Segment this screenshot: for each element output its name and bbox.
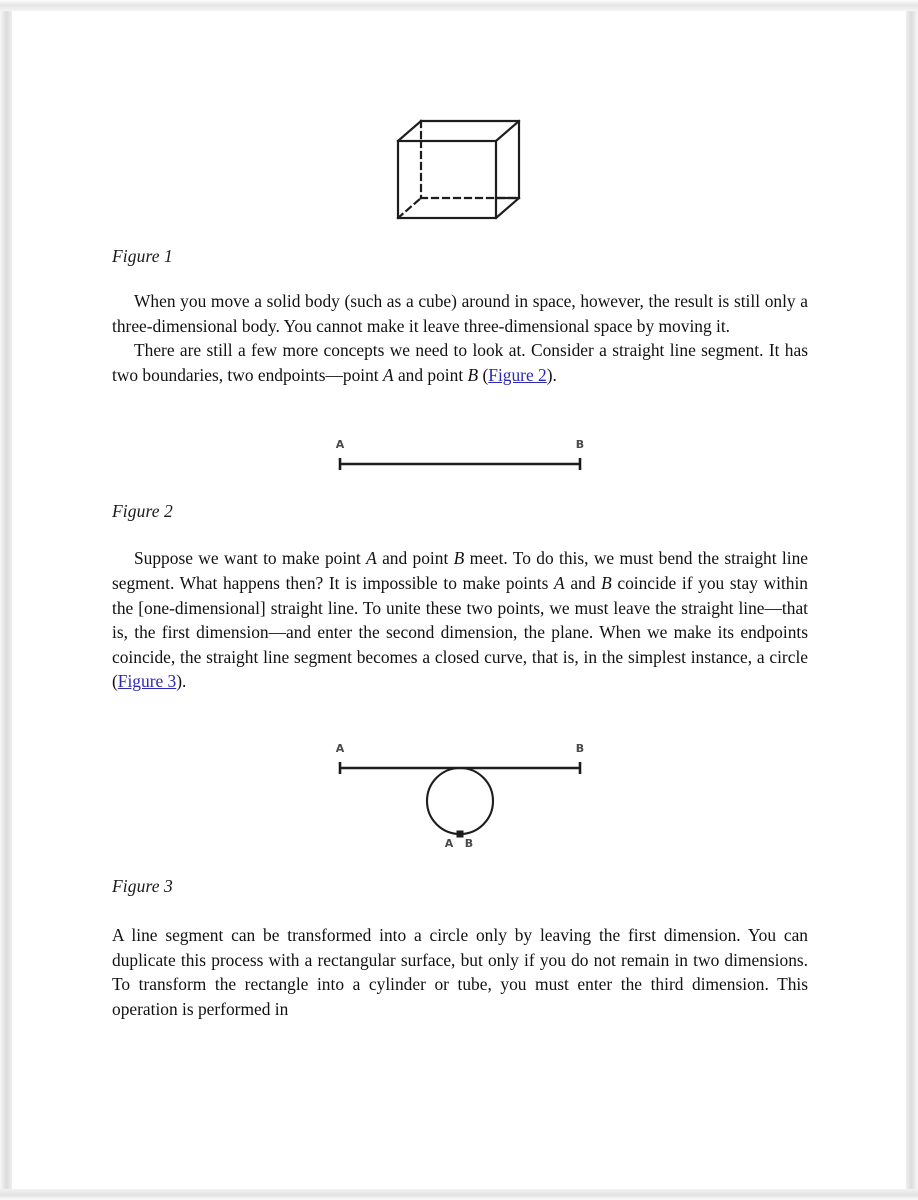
figure-1-caption-gap [112,222,808,246]
paragraph-4-text: A line segment can be transformed into a circle only by leaving the first dimension. You can duplicate this process with a rectangular surface, but only if you do not remain in two dimensions. To transform the rectangle into a cylinder or tube, you must enter the third dimension. This operation is performed in [112,924,808,1019]
segment-label-a: A [335,438,345,452]
paragraph-2-part2: and point [393,364,468,385]
coincident-point-dot [457,830,464,837]
viewer-frame-right [906,11,918,1189]
paragraph-2-part1: There are still a few more concepts we need to look at. Consider a straight line segment. It has two boundaries, two endpoints—point [112,340,808,385]
figure-1-caption: Figure 1 [112,246,173,266]
figure-3-caption-gap [112,850,808,876]
circle-label-b: B [464,836,474,850]
cube-wireframe-icon [390,112,530,222]
point-b-italic-3: B [601,572,612,593]
paragraph-3-part3: meet. To do this, we must bend the straight line segment. What happens then? It is impossible to make points [112,548,808,593]
figure3-label-a: A [335,741,345,755]
paragraph-4 [112,923,808,1021]
figure-2-top-gap [112,387,808,433]
paragraph-3-part2: and point [376,548,454,569]
segment-label-b: B [575,438,585,452]
paragraph-3-part5: coincide if you stay within the [one-dimensional] straight line. To unite these two points, we must leave the straight line—that is, the first dimension—and enter the second dimension, the plane. When we make its endpoints coincide, the straight line segment becomes a closed curve, that is, in the simplest instance, a circle ( [112,572,809,692]
document-page [12,11,906,1189]
paragraph-1 [112,289,808,338]
figure-2-image [112,433,808,475]
figure-3-top-gap [112,694,808,740]
paragraph-2-part4: ). [546,364,557,385]
paragraph-1-text: When you move a solid body (such as a cube) around in space, however, the result is still only a three-dimensional body. You cannot make it leave three-dimensional space by moving it. [112,291,808,336]
caption-paragraph-gap-2 [112,522,808,546]
viewer-frame-top [0,0,918,11]
figure3-label-b: B [575,741,585,755]
point-b-italic: B [467,364,479,385]
point-b-italic-2: B [453,548,465,569]
viewer-frame-left [0,11,12,1189]
paragraph-3-part1: Suppose we want to make point [134,548,367,569]
figure-3-image [112,740,808,850]
caption-paragraph-gap-1 [112,267,808,289]
top-spacer [112,11,808,112]
figure-3-link[interactable]: Figure 3 [117,671,177,692]
line-segment-icon [330,433,590,475]
paragraph-2-part3: ( [478,364,489,385]
circle-label-a: A [444,836,454,850]
paragraph-3 [112,546,808,694]
figure-2-caption-gap [112,475,808,501]
paragraph-2 [112,338,808,387]
caption-paragraph-gap-3 [112,897,808,923]
paragraph-3-part4: and [564,572,602,593]
paragraph-3-part6: ). [176,671,187,692]
segment-and-circle-icon [330,740,590,850]
figure-1-image [112,112,808,222]
figure-3-caption: Figure 3 [112,875,173,896]
point-a-italic: A [382,364,394,385]
point-a-italic-3: A [554,572,565,593]
page-content [112,11,808,1021]
viewer-frame-bottom [0,1189,918,1200]
point-a-italic-2: A [366,548,377,569]
figure-2-caption: Figure 2 [112,501,173,522]
figure-2-link[interactable]: Figure 2 [488,364,547,385]
